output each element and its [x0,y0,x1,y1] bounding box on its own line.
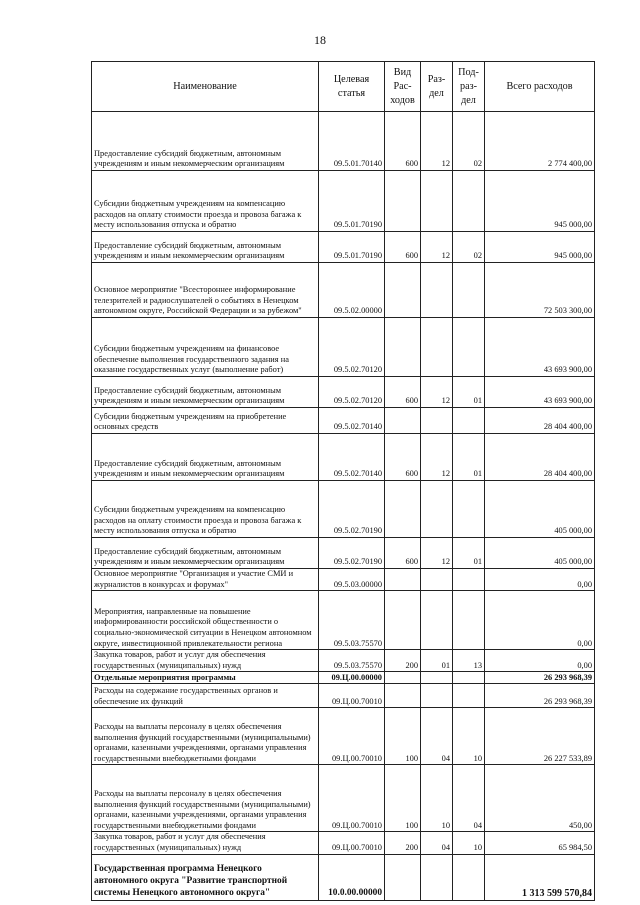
cell-name: Расходы на выплаты персоналу в целях обеспечения выполнения функций государственными (муниципальными) органами, казенными учреждениями, органами управления государственными внебюджетными фондами [92,708,319,765]
cell-section: 04 [421,832,453,854]
cell-subsection: 02 [453,232,485,263]
cell-total: 43 693 900,00 [485,377,595,408]
cell-subsection: 10 [453,708,485,765]
cell-name: Государственная программа Ненецкого автономного округа "Развитие транспортной системы Ненецкого автономного округа" [92,854,319,900]
table-row [92,377,595,408]
cell-expense-type [385,684,421,708]
cell-section: 01 [421,650,453,672]
cell-section [421,171,453,232]
table-row [92,434,595,481]
table-row [92,569,595,591]
header-expense-type: Вид Рас-ходов [385,62,421,112]
cell-target-code: 09.Ц.00.70010 [319,708,385,765]
table-row [92,408,595,434]
header-target: Целевая статья [319,62,385,112]
cell-total: 26 227 533,89 [485,708,595,765]
table-row [92,112,595,171]
cell-name: Расходы на содержание государственных органов и обеспечение их функций [92,684,319,708]
cell-name: Предоставление субсидий бюджетным, автономным учреждениям и иным некоммерческим организациям [92,112,319,171]
cell-target-code: 09.5.03.00000 [319,569,385,591]
budget-table [91,61,595,901]
cell-subsection [453,318,485,377]
cell-section [421,569,453,591]
cell-section [421,684,453,708]
cell-total: 945 000,00 [485,171,595,232]
cell-target-code: 09.5.02.70140 [319,408,385,434]
cell-section [421,672,453,684]
cell-total: 1 313 599 570,84 [485,854,595,900]
cell-name: Закупка товаров, работ и услуг для обеспечения государственных (муниципальных) нужд [92,650,319,672]
cell-target-code: 09.5.01.70190 [319,232,385,263]
table-row [92,481,595,538]
cell-target-code: 10.0.00.00000 [319,854,385,900]
cell-target-code: 09.5.03.75570 [319,650,385,672]
cell-expense-type: 100 [385,708,421,765]
cell-expense-type [385,263,421,318]
cell-total: 0,00 [485,569,595,591]
cell-total: 72 503 300,00 [485,263,595,318]
header-name: Наименование [92,62,319,112]
cell-name: Расходы на выплаты персоналу в целях обеспечения выполнения функций государственными (муниципальными) органами, казенными учреждениями, органами управления государственными внебюджетными фондами [92,765,319,832]
cell-section: 04 [421,708,453,765]
cell-name: Субсидии бюджетным учреждениям на компенсацию расходов на оплату стоимости проезда и провоза багажа к месту использования отпуска и обратно [92,481,319,538]
cell-section: 12 [421,538,453,569]
cell-expense-type [385,569,421,591]
cell-total: 0,00 [485,650,595,672]
cell-target-code: 09.5.02.70140 [319,434,385,481]
cell-target-code: 09.5.02.00000 [319,263,385,318]
header-subsection: Под-раз-дел [453,62,485,112]
cell-expense-type: 600 [385,377,421,408]
cell-total: 28 404 400,00 [485,408,595,434]
table-row [92,684,595,708]
cell-name: Мероприятия, направленные на повышение информированности российской общественности о социально-экономической ситуации в Ненецком автономном округе, инвестиционной привлекательности региона [92,591,319,650]
cell-total: 28 404 400,00 [485,434,595,481]
cell-target-code: 09.5.01.70190 [319,171,385,232]
cell-total: 43 693 900,00 [485,318,595,377]
cell-section [421,408,453,434]
cell-name: Отдельные мероприятия программы [92,672,319,684]
cell-subsection [453,408,485,434]
cell-expense-type [385,591,421,650]
cell-total: 405 000,00 [485,538,595,569]
table-row [92,538,595,569]
cell-expense-type [385,672,421,684]
cell-subsection: 10 [453,832,485,854]
cell-section: 12 [421,232,453,263]
cell-subsection [453,672,485,684]
table-row [92,263,595,318]
cell-subsection: 13 [453,650,485,672]
cell-name: Предоставление субсидий бюджетным, автономным учреждениям и иным некоммерческим организациям [92,232,319,263]
cell-target-code: 09.5.02.70190 [319,538,385,569]
cell-section: 12 [421,434,453,481]
cell-total: 450,00 [485,765,595,832]
cell-section: 12 [421,377,453,408]
cell-section [421,263,453,318]
cell-subsection [453,171,485,232]
cell-subsection [453,569,485,591]
table-row [92,171,595,232]
cell-name: Основное мероприятие "Всестороннее информирование телезрителей и радиослушателей о событиях в Ненецком автономном округе, Российской Федерации и за рубежом" [92,263,319,318]
cell-target-code: 09.Ц.00.70010 [319,684,385,708]
table-row [92,591,595,650]
cell-total: 65 984,50 [485,832,595,854]
cell-expense-type [385,481,421,538]
cell-total: 26 293 968,39 [485,672,595,684]
cell-expense-type [385,171,421,232]
page-number: 18 [314,33,326,47]
cell-subsection: 04 [453,765,485,832]
table-header-row [92,62,595,112]
cell-expense-type: 200 [385,650,421,672]
cell-subsection [453,684,485,708]
table-row [92,832,595,854]
cell-target-code: 09.Ц.00.00000 [319,672,385,684]
cell-target-code: 09.5.01.70140 [319,112,385,171]
table-row [92,708,595,765]
cell-target-code: 09.5.02.70190 [319,481,385,538]
cell-section: 12 [421,112,453,171]
cell-name: Субсидии бюджетным учреждениям на финансовое обеспечение выполнения государственного задания на оказание государственных услуг (выполнение работ) [92,318,319,377]
cell-expense-type: 200 [385,832,421,854]
cell-name: Субсидии бюджетным учреждениям на приобретение основных средств [92,408,319,434]
cell-expense-type [385,854,421,900]
cell-name: Предоставление субсидий бюджетным, автономным учреждениям и иным некоммерческим организациям [92,377,319,408]
cell-subsection [453,263,485,318]
cell-subsection [453,591,485,650]
cell-expense-type: 100 [385,765,421,832]
cell-section: 10 [421,765,453,832]
cell-expense-type: 600 [385,434,421,481]
cell-target-code: 09.Ц.00.70010 [319,765,385,832]
cell-section [421,318,453,377]
table-row [92,854,595,900]
cell-expense-type: 600 [385,112,421,171]
cell-expense-type [385,408,421,434]
table-row [92,232,595,263]
cell-subsection [453,854,485,900]
cell-subsection: 02 [453,112,485,171]
header-total: Всего расходов [485,62,595,112]
cell-expense-type: 600 [385,232,421,263]
cell-target-code: 09.5.02.70120 [319,377,385,408]
cell-expense-type [385,318,421,377]
cell-total: 2 774 400,00 [485,112,595,171]
cell-name: Субсидии бюджетным учреждениям на компенсацию расходов на оплату стоимости проезда и провоза багажа к месту использования отпуска и обратно [92,171,319,232]
header-section: Раз-дел [421,62,453,112]
cell-target-code: 09.5.03.75570 [319,591,385,650]
cell-total: 945 000,00 [485,232,595,263]
cell-section [421,854,453,900]
cell-total: 0,00 [485,591,595,650]
cell-subsection: 01 [453,434,485,481]
cell-target-code: 09.Ц.00.70010 [319,832,385,854]
cell-subsection: 01 [453,538,485,569]
cell-name: Основное мероприятие "Организация и участие СМИ и журналистов в конкурсах и форумах" [92,569,319,591]
cell-subsection: 01 [453,377,485,408]
cell-name: Закупка товаров, работ и услуг для обеспечения государственных (муниципальных) нужд [92,832,319,854]
cell-name: Предоставление субсидий бюджетным, автономным учреждениям и иным некоммерческим организациям [92,434,319,481]
cell-section [421,481,453,538]
cell-name: Предоставление субсидий бюджетным, автономным учреждениям и иным некоммерческим организациям [92,538,319,569]
table-row [92,765,595,832]
cell-total: 405 000,00 [485,481,595,538]
table-row [92,672,595,684]
cell-target-code: 09.5.02.70120 [319,318,385,377]
table-row [92,650,595,672]
cell-total: 26 293 968,39 [485,684,595,708]
table-row [92,318,595,377]
cell-section [421,591,453,650]
cell-expense-type: 600 [385,538,421,569]
cell-subsection [453,481,485,538]
